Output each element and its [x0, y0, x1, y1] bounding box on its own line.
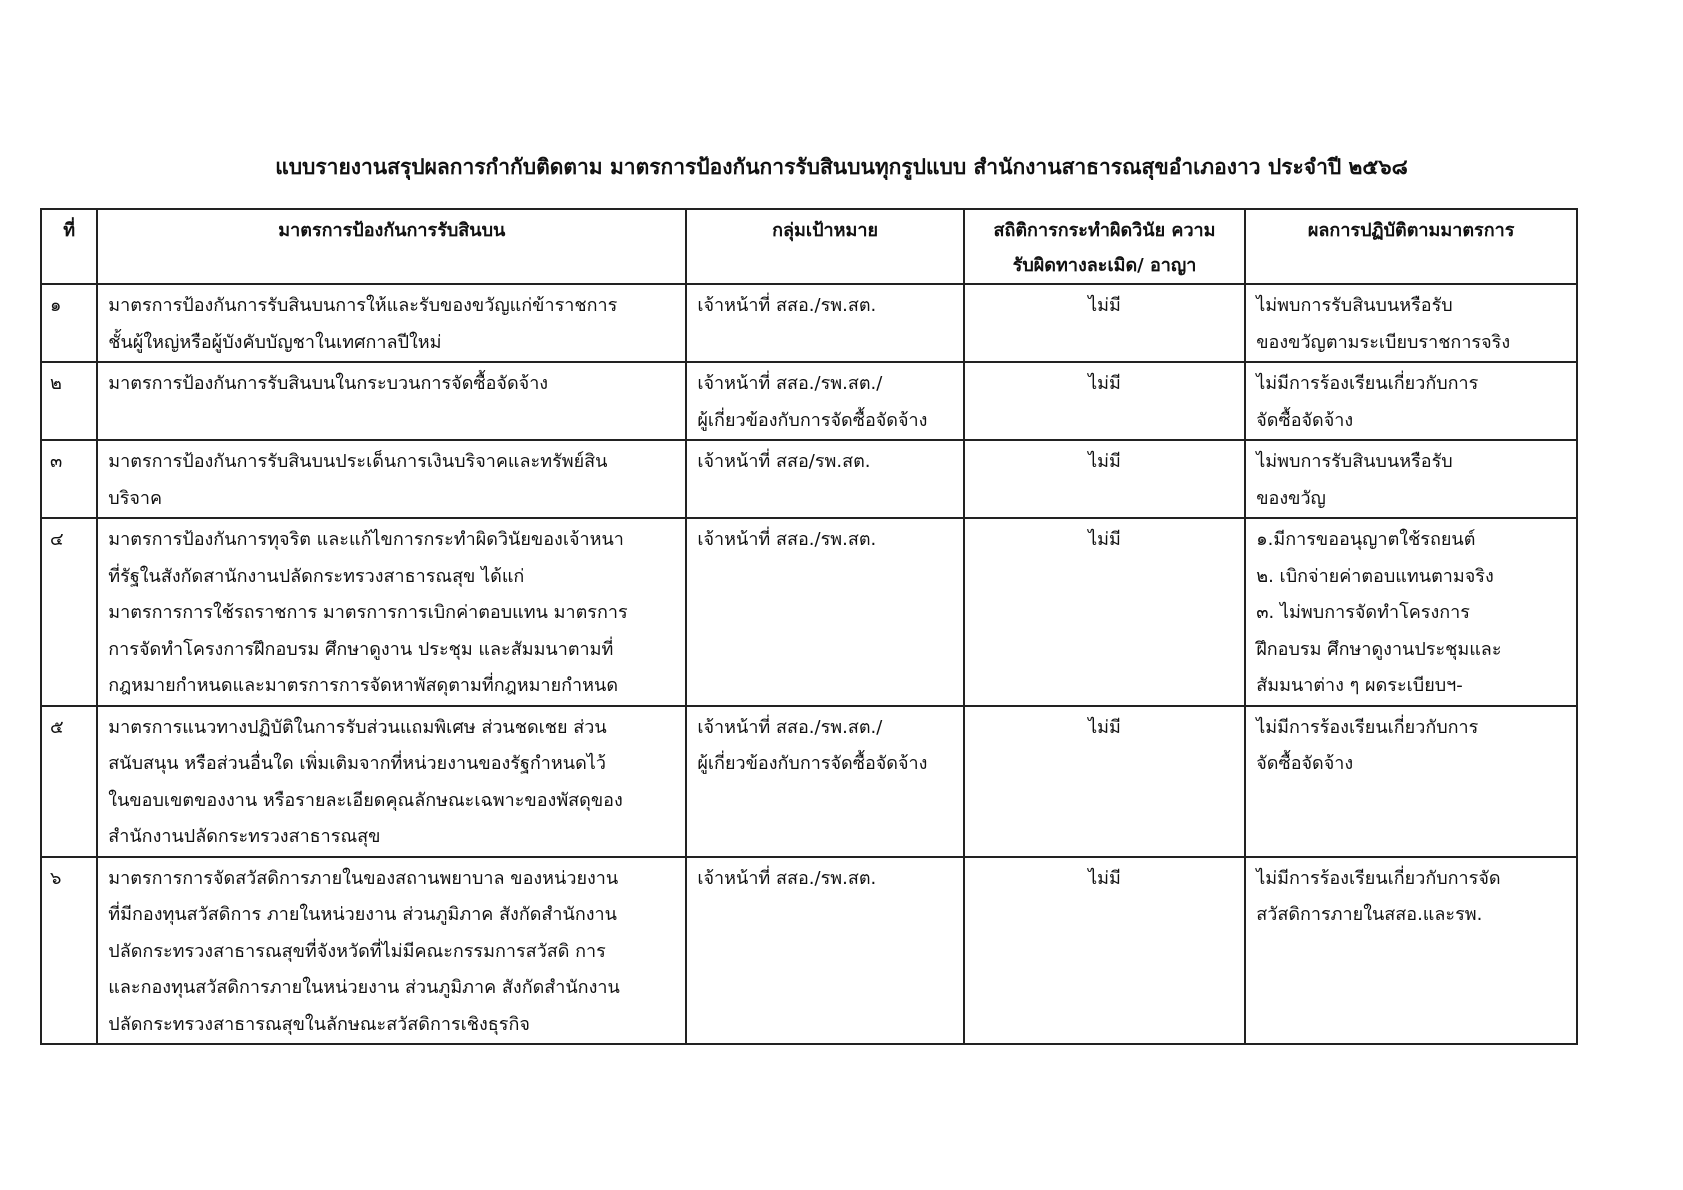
target-cell [686, 706, 963, 857]
table-row [41, 706, 1577, 857]
header-line: ผลการปฏิบัติตามมาตรการ [1307, 220, 1515, 241]
stat-cell: ไม่มี [964, 362, 1245, 440]
result-line: จัดซื้อจัดจ้าง [1256, 753, 1354, 774]
measure-line: ปลัดกระทรวงสาธารณสุขที่จังหวัดที่ไม่มีคณะกรรมการสวัสดิ การ [108, 940, 606, 962]
row-number: ๑ [41, 284, 97, 362]
table-row [41, 284, 1577, 362]
header-line: มาตรการป้องกันการรับสินบน [278, 220, 506, 241]
measure-cell [97, 440, 686, 518]
result-line: ๑.มีการขออนุญาตใช้รถยนต์ [1256, 529, 1476, 550]
target-line: เจ้าหน้าที่ สสอ./รพ.สต./ [697, 373, 883, 394]
measure-line: มาตรการป้องกันการรับสินบนประเด็นการเงินบริจาคและทรัพย์สิน [108, 451, 608, 472]
target-cell [686, 284, 963, 362]
measure-line: กฎหมายกำหนดและมาตรการการจัดหาพัสดุตามที่กฎหมายกำหนด [108, 675, 619, 696]
row-number: ๒ [41, 362, 97, 440]
result-cell [1245, 518, 1577, 706]
header-row [41, 209, 1577, 284]
table-header [41, 209, 1577, 284]
header-no [41, 209, 97, 284]
target-line: ผู้เกี่ยวข้องกับการจัดซื้อจัดจ้าง [697, 409, 928, 431]
table-row [41, 518, 1577, 706]
measure-line: การจัดทำโครงการฝึกอบรม ศึกษาดูงาน ประชุม และสัมมนาตามที่ [108, 638, 614, 660]
result-line: สวัสดิการภายในสสอ.และรพ. [1256, 904, 1483, 925]
measure-line: ที่มีกองทุนสวัสดิการ ภายในหน่วยงาน ส่วนภูมิภาค สังกัดสำนักงาน [108, 904, 617, 925]
measure-line: ในขอบเขตของงาน หรือรายละเอียดคุณลักษณะเฉพาะของพัสดุของ [108, 789, 623, 811]
result-line: ไม่พบการรับสินบนหรือรับ [1256, 451, 1453, 472]
result-line: ไม่พบการรับสินบนหรือรับ [1256, 295, 1453, 316]
result-line: ของขวัญตามระเบียบราชการจริง [1256, 331, 1511, 353]
page-title: แบบรายงานสรุปผลการกำกับติดตาม มาตรการป้องกันการรับสินบนทุกรูปแบบ สำนักงานสาธารณสุขอำเภองาว ประจำปี ๒๕๖๘ [275, 155, 1408, 179]
measure-line: มาตรการป้องกันการรับสินบนในกระบวนการจัดซื้อจัดจ้าง [108, 373, 549, 394]
target-line: ผู้เกี่ยวข้องกับการจัดซื้อจัดจ้าง [697, 753, 928, 774]
stat-cell: ไม่มี [964, 706, 1245, 857]
measure-line: มาตรการการใช้รถราชการ มาตรการการเบิกค่าตอบแทน มาตรการ [108, 602, 628, 623]
target-cell [686, 857, 963, 1045]
row-number: ๔ [41, 518, 97, 706]
table-body [41, 284, 1577, 1044]
result-line: ไม่มีการร้องเรียนเกี่ยวกับการ [1256, 373, 1479, 394]
target-line: เจ้าหน้าที่ สสอ./รพ.สต. [697, 529, 877, 550]
result-line: ๒. เบิกจ่ายค่าตอบแทนตามจริง [1256, 565, 1494, 587]
result-line: ฝึกอบรม ศึกษาดูงานประชุมและ [1256, 638, 1502, 660]
result-cell [1245, 857, 1577, 1045]
result-line: จัดซื้อจัดจ้าง [1256, 409, 1354, 431]
measure-line: และกองทุนสวัสดิการภายในหน่วยงาน ส่วนภูมิภาค สังกัดสำนักงาน [108, 977, 620, 998]
header-line: รับผิดทางละเมิด/ อาญา [1012, 255, 1197, 276]
target-line: เจ้าหน้าที่ สสอ./รพ.สต. [697, 867, 877, 889]
header-target [686, 209, 963, 284]
row-number: ๓ [41, 440, 97, 518]
measure-line: ที่รัฐในสังกัดสานักงานปลัดกระทรวงสาธารณสุข ได้แก่ [108, 565, 525, 587]
result-cell [1245, 362, 1577, 440]
measure-line: บริจาค [108, 487, 163, 509]
measure-line: ชั้นผู้ใหญ่หรือผู้บังคับบัญชาในเทศกาลปีใหม่ [108, 331, 442, 353]
header-line: ที่ [63, 220, 76, 241]
row-number: ๖ [41, 857, 97, 1045]
result-line: ๓. ไม่พบการจัดทำโครงการ [1256, 602, 1470, 623]
table-row [41, 362, 1577, 440]
measure-line: มาตรการป้องกันการทุจริต และแก้ไขการกระทำผิดวินัยของเจ้าหนา [108, 529, 624, 550]
measure-cell [97, 857, 686, 1045]
report-table [40, 208, 1578, 1045]
result-cell [1245, 284, 1577, 362]
target-line: เจ้าหน้าที่ สสอ./รพ.สต. [697, 295, 877, 316]
measure-line: สำนักงานปลัดกระทรวงสาธารณสุข [108, 826, 381, 847]
result-line: ของขวัญ [1256, 487, 1326, 509]
result-line: ไม่มีการร้องเรียนเกี่ยวกับการจัด [1256, 867, 1501, 889]
target-cell [686, 518, 963, 706]
target-cell [686, 440, 963, 518]
measure-line: มาตรการป้องกันการรับสินบนการให้และรับของขวัญแก่ข้าราชการ [108, 295, 618, 316]
measure-cell [97, 284, 686, 362]
result-cell [1245, 440, 1577, 518]
table-row [41, 857, 1577, 1045]
header-line: สถิติการกระทำผิดวินัย ความ [993, 220, 1216, 241]
stat-cell: ไม่มี [964, 284, 1245, 362]
header-result [1245, 209, 1577, 284]
stat-cell: ไม่มี [964, 440, 1245, 518]
measure-line: มาตรการการจัดสวัสดิการภายในของสถานพยาบาล ของหน่วยงาน [108, 867, 619, 889]
header-line: กลุ่มเป้าหมาย [772, 220, 878, 241]
result-line: สัมมนาต่าง ๆ ผดระเบียบฯ- [1256, 675, 1463, 696]
result-cell [1245, 706, 1577, 857]
stat-cell: ไม่มี [964, 518, 1245, 706]
measure-line: มาตรการแนวทางปฏิบัติในการรับส่วนแถมพิเศษ ส่วนชดเชย ส่วน [108, 716, 607, 738]
measure-line: สนับสนุน หรือส่วนอื่นใด เพิ่มเติมจากที่หน่วยงานของรัฐกำหนดไว้ [108, 753, 606, 774]
stat-cell: ไม่มี [964, 857, 1245, 1045]
measure-cell [97, 362, 686, 440]
target-line: เจ้าหน้าที่ สสอ/รพ.สต. [697, 451, 871, 472]
measure-cell [97, 518, 686, 706]
measure-line: ปลัดกระทรวงสาธารณสุขในลักษณะสวัสดิการเชิงธุรกิจ [108, 1013, 530, 1035]
header-stat [964, 209, 1245, 284]
target-cell [686, 362, 963, 440]
result-line: ไม่มีการร้องเรียนเกี่ยวกับการ [1256, 716, 1479, 738]
row-number: ๕ [41, 706, 97, 857]
target-line: เจ้าหน้าที่ สสอ./รพ.สต./ [697, 716, 883, 738]
table-row [41, 440, 1577, 518]
header-measure [97, 209, 686, 284]
measure-cell [97, 706, 686, 857]
